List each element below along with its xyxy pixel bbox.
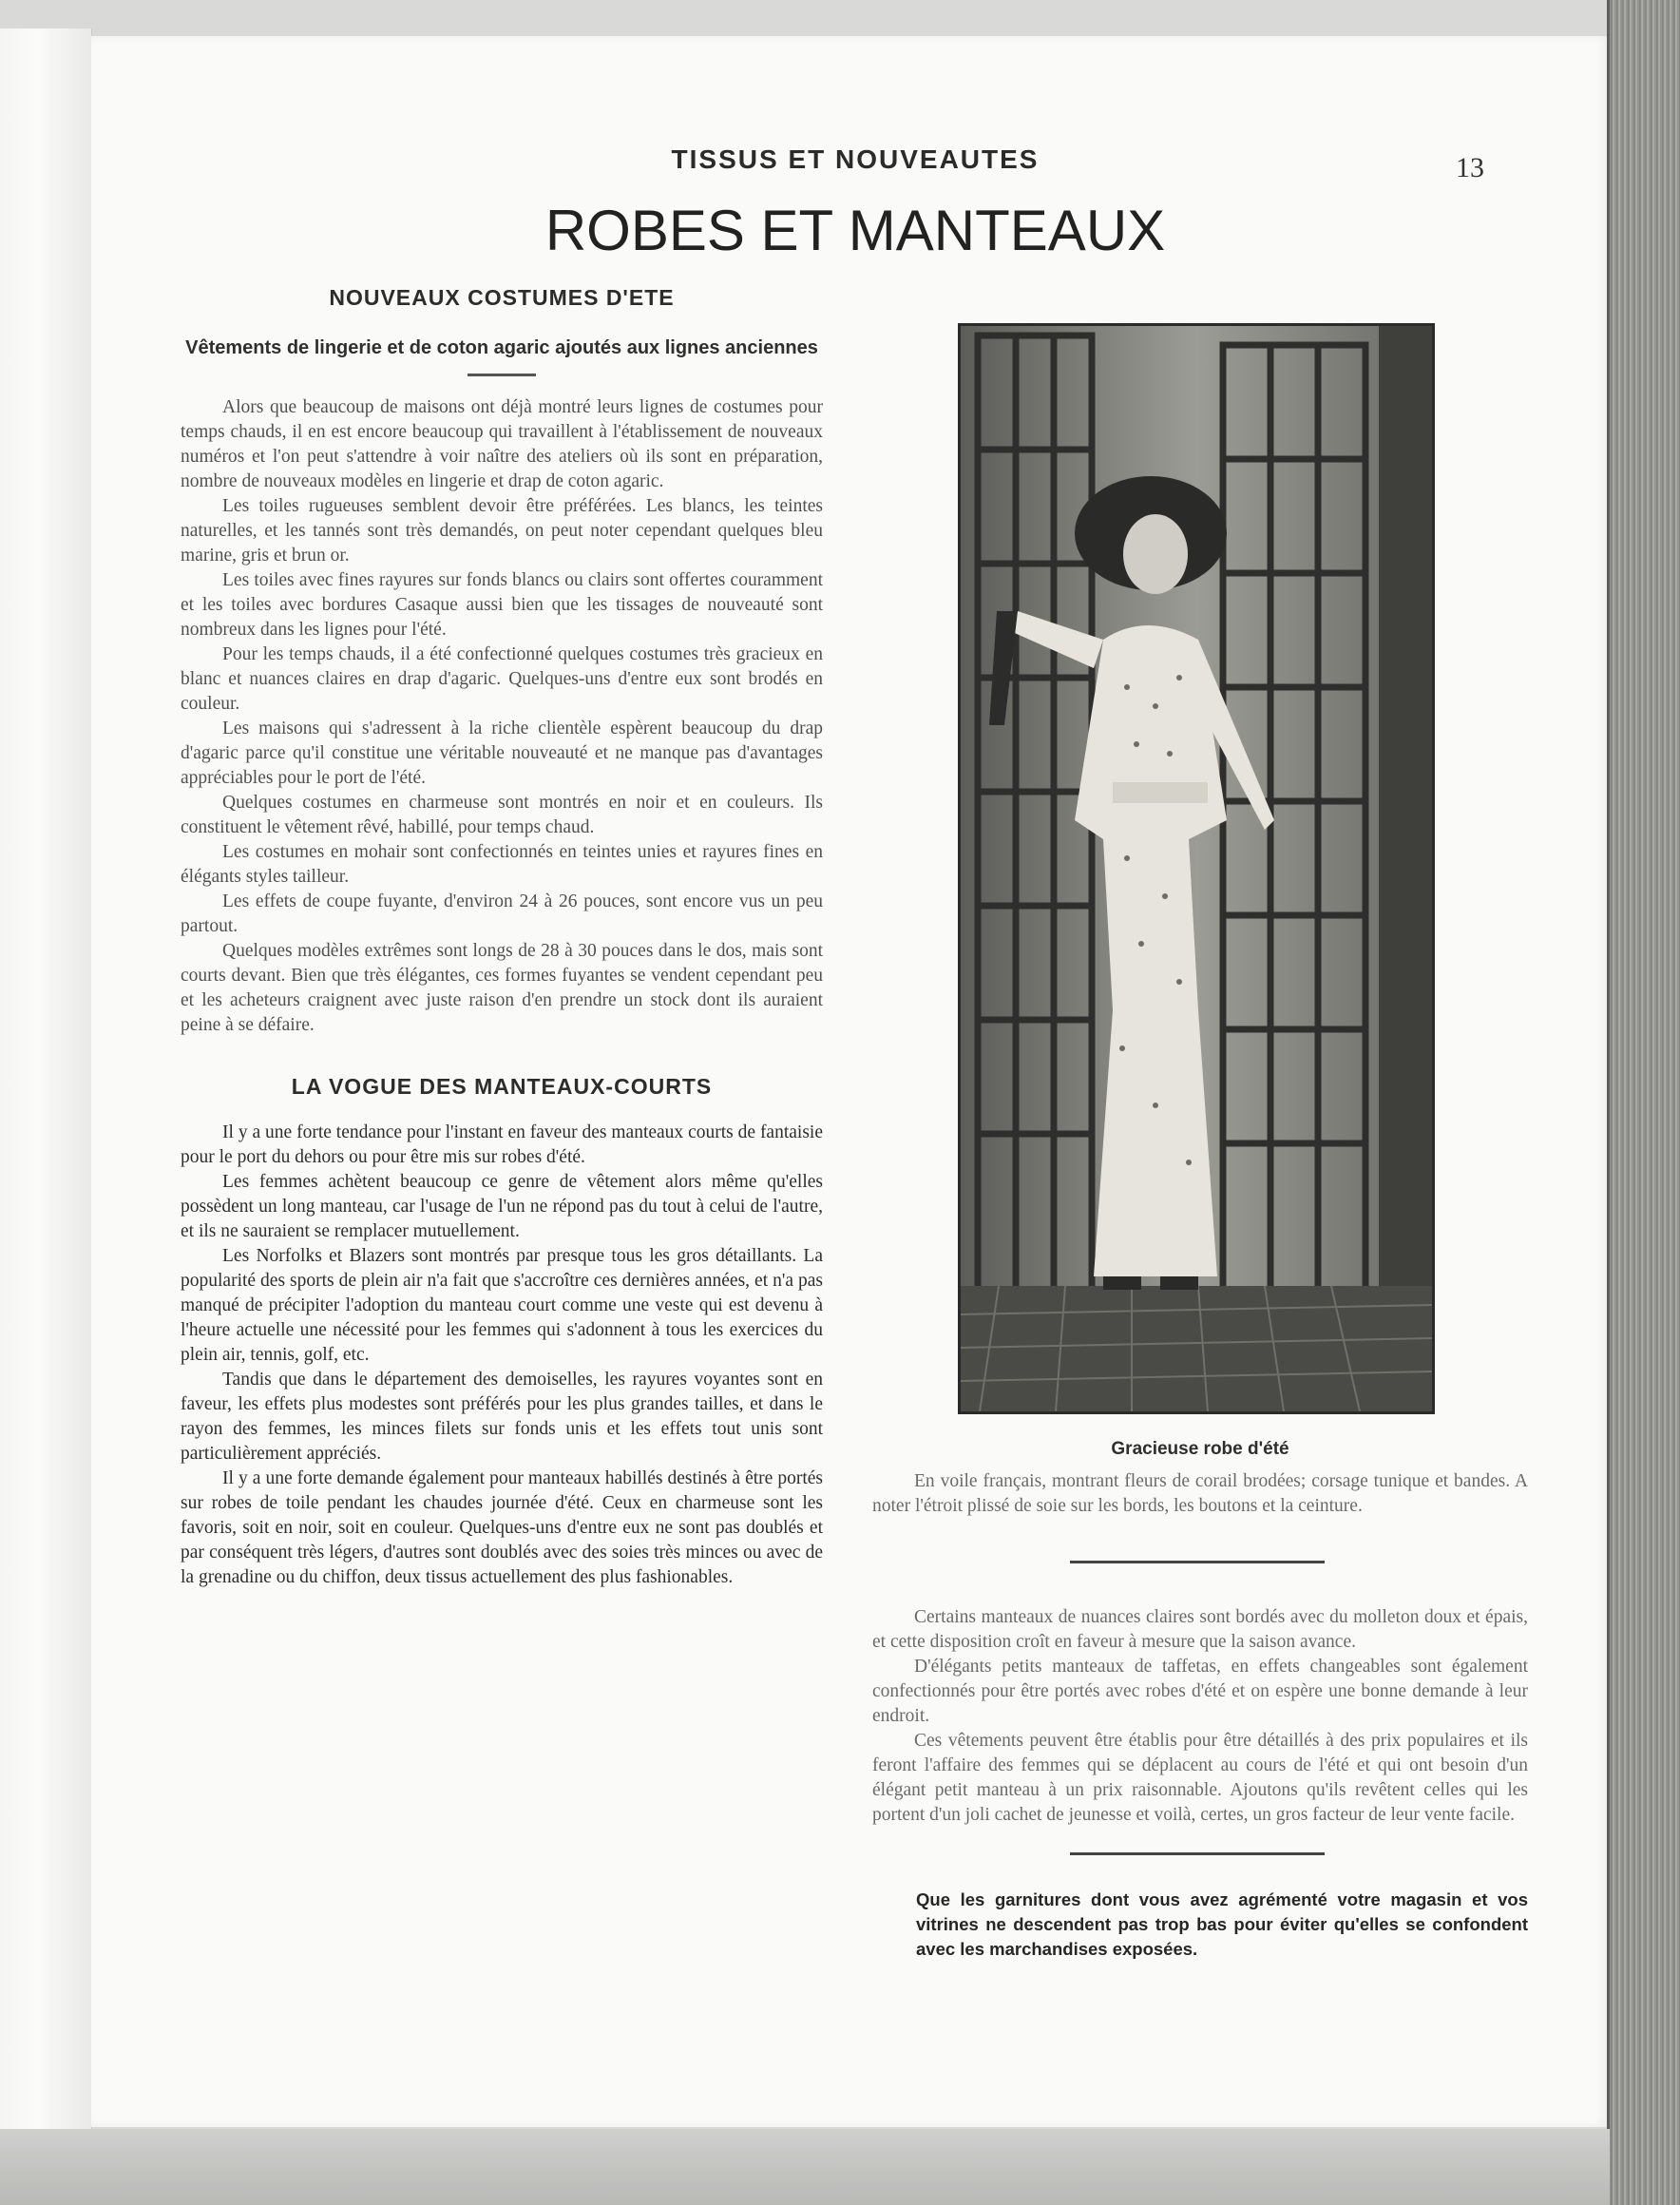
paragraph: Il y a une forte demande également pour manteaux habillés destinés à être portés sur robes de toile pendant les chaudes journée d'été. Ceux en charmeuse sont les favoris, soit en noir, soit en couleur. Quelques-uns d'entre eux ne sont pas doublés et par conséquent très légers, d'autres sont doublés avec des soies très minces ou avec de la grenadine ou du chiffon, deux tissus actuellement des plus fashionables. <box>181 1468 823 1587</box>
paragraph: Il y a une forte tendance pour l'instant en faveur des manteaux courts de fantaisie pour le port du dehors ou pour être mis sur robes d'été. <box>181 1122 823 1167</box>
book-spine <box>1607 0 1680 2205</box>
paragraph: Les toiles rugueuses semblent devoir être préférées. Les blancs, les teintes naturelles, et les tannés sont très demandés, on peut noter cependant quelques bleu marine, gris et brun or. <box>181 496 823 566</box>
page-title: ROBES ET MANTEAUX <box>544 199 1166 262</box>
paragraph: Quelques modèles extrêmes sont longs de 28 à 30 pouces dans le dos, mais sont courts devant. Bien que très élégantes, ces formes fuyantes se vendent cependant peu et les acheteurs craignent avec juste raison d'en prendre un stock dont ils auraient peine à se défaire. <box>181 941 823 1035</box>
fashion-photograph <box>958 323 1435 1414</box>
facing-page-edge <box>0 29 92 2167</box>
paragraph: Les maisons qui s'adressent à la riche clientèle espèrent beaucoup du drap d'agaric parce qu'il constitue une véritable nouveauté et ne manque pas d'avantages appréciables pour le port de l'été. <box>181 719 823 788</box>
paragraph: Tandis que dans le département des demoiselles, les rayures voyantes sont en faveur, les effets plus modestes sont préférés pour les plus grandes tailles, et dans le rayon des femmes, les minces filets sur fonds unis et les effets tout unis sont particulièrement appréciés. <box>181 1370 823 1464</box>
article-costumes-body <box>181 395 823 1038</box>
right-column <box>872 323 1528 1962</box>
divider-rule <box>468 374 536 376</box>
left-column <box>181 285 823 1590</box>
running-head: TISSUS ET NOUVEAUTES <box>671 144 1040 174</box>
paragraph: Les femmes achètent beaucoup ce genre de vêtement alors même qu'elles possèdent un long manteau, car l'usage de l'un ne répond pas du tout à celui de l'autre, et ils ne sauraient se remplacer mutuellement. <box>181 1172 823 1241</box>
photo-caption: Gracieuse robe d'été <box>1111 1439 1289 1459</box>
section-manteaux-courts <box>181 1074 823 1590</box>
paragraph: D'élégants petits manteaux de taffetas, en effets changeables sont également confectionnés pour être portés avec robes d'été et on espère une bonne demande à leur endroit. <box>872 1657 1528 1726</box>
page-number: 13 <box>1456 152 1484 183</box>
page-bottom-edge <box>0 2129 1610 2205</box>
paragraph: Les toiles avec fines rayures sur fonds blancs ou clairs sont offertes couramment et les toiles avec bordures Casaque aussi bien que les tissages de nouveauté sont nombreux dans les lignes pour l'été. <box>181 570 823 640</box>
paragraph: Ces vêtements peuvent être établis pour être détaillés à des prix populaires et ils feront l'affaire des femmes qui se déplacent au cours de l'été et qui ont besoin d'un élégant petit manteau à un prix raisonnable. Ajoutons qu'ils revêtent celles qui les portent d'un joli cachet de jeunesse et voilà, certes, un gros facteur de leur vente facile. <box>872 1731 1528 1825</box>
divider-rule <box>1070 1852 1325 1855</box>
paragraph: Quelques costumes en charmeuse sont montrés en noir et en couleurs. Ils constituent le vêtement rêvé, habillé, pour temps chaud. <box>181 793 823 837</box>
merchandising-notice: Que les garnitures dont vous avez agrémenté votre magasin et vos vitrines ne descendent pas trop bas pour éviter qu'elles se confondent avec les marchandises exposées. <box>916 1889 1528 1959</box>
divider-rule <box>1070 1561 1325 1563</box>
section-title-costumes: NOUVEAUX COSTUMES D'ETE <box>329 285 675 310</box>
section-title-manteaux: LA VOGUE DES MANTEAUX-COURTS <box>291 1074 713 1099</box>
paragraph: Les effets de coupe fuyante, d'environ 24 à 26 pouces, sont encore vus un peu partout. <box>181 892 823 936</box>
article-manteaux-body <box>181 1121 823 1590</box>
paragraph: En voile français, montrant fleurs de corail brodées; corsage tunique et bandes. A noter l'étroit plissé de soie sur les bords, les boutons et la ceinture. <box>872 1471 1528 1516</box>
photo-description <box>872 1469 1528 1519</box>
woman-in-summer-dress-image <box>961 326 1432 1411</box>
paragraph: Alors que beaucoup de maisons ont déjà montré leurs lignes de costumes pour temps chauds, il en est encore beaucoup qui travaillent à l'établissement de nouveaux numéros et l'on peut s'attendre à voir naître des ateliers où ils sont en préparation, nombre de nouveaux modèles en lingerie et drap de coton agaric. <box>181 397 823 491</box>
paragraph: Pour les temps chauds, il a été confectionné quelques costumes très gracieux en blanc et nuances claires en drap d'agaric. Quelques-uns d'entre eux sont brodés en couleur. <box>181 644 823 714</box>
section-subtitle: Vêtements de lingerie et de coton agaric ajoutés aux lignes anciennes <box>185 337 818 358</box>
article-manteaux-clairs-body <box>872 1605 1528 1828</box>
paragraph: Les Norfolks et Blazers sont montrés par presque tous les gros détaillants. La popularité des sports de plein air n'a fait que s'accroître ces dernières années, et n'a pas manqué de précipiter l'adoption du manteau court comme une veste qui est devenu à l'heure actuelle une nécessité pour les femmes qui s'adonnent à tous les exercices du plein air, tennis, golf, etc. <box>181 1246 823 1365</box>
paragraph: Certains manteaux de nuances claires sont bordés avec du molleton doux et épais, et cette disposition croît en faveur à mesure que la saison avance. <box>872 1607 1528 1652</box>
paragraph: Les costumes en mohair sont confectionnés en teintes unies et rayures fines en élégants styles tailleur. <box>181 842 823 887</box>
